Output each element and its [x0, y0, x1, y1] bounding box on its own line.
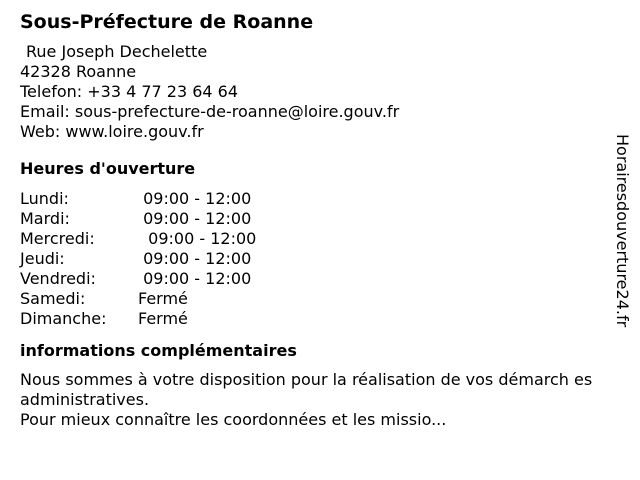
hours-time: 09:00 - 12:00	[138, 249, 252, 268]
hours-row	[20, 229, 620, 249]
phone-text: Telefon: +33 4 77 23 64 64	[20, 82, 239, 101]
hours-row	[20, 249, 620, 269]
info-paragraph: Nous sommes à votre disposition pour la réalisation de vos démarch es administratives.	[20, 370, 593, 409]
hours-time: Fermé	[138, 289, 188, 308]
hours-row	[20, 209, 620, 229]
hours-day: Jeudi:	[20, 249, 65, 268]
hours-time: 09:00 - 12:00	[138, 189, 252, 208]
email-text: Email: sous-prefecture-de-roanne@loire.gouv.fr	[20, 102, 400, 121]
page-content	[20, 10, 620, 430]
hours-table	[20, 189, 620, 329]
hours-day: Samedi:	[20, 289, 86, 308]
hours-time: 09:00 - 12:00	[138, 229, 257, 248]
hours-row	[20, 309, 620, 329]
hours-heading: Heures d'ouverture	[20, 159, 196, 178]
hours-day: Dimanche:	[20, 309, 107, 328]
hours-time: Fermé	[138, 309, 188, 328]
address-street: Rue Joseph Dechelette	[26, 42, 208, 61]
hours-day: Vendredi:	[20, 269, 96, 288]
address-block	[20, 42, 620, 142]
hours-day: Lundi:	[20, 189, 69, 208]
web-text: Web: www.loire.gouv.fr	[20, 122, 204, 141]
info-heading: informations complémentaires	[20, 341, 297, 360]
page-title: Sous-Préfecture de Roanne	[20, 11, 314, 33]
hours-day: Mardi:	[20, 209, 70, 228]
hours-row	[20, 289, 620, 309]
hours-time: 09:00 - 12:00	[138, 269, 252, 288]
address-city: 42328 Roanne	[20, 62, 137, 81]
info-block	[20, 370, 620, 430]
brand-watermark: Horairesdouverture24.fr	[613, 134, 632, 328]
hours-day: Mercredi:	[20, 229, 95, 248]
hours-row	[20, 189, 620, 209]
hours-row	[20, 269, 620, 289]
hours-time: 09:00 - 12:00	[138, 209, 252, 228]
info-paragraph: Pour mieux connaître les coordonnées et les missio...	[20, 410, 447, 429]
